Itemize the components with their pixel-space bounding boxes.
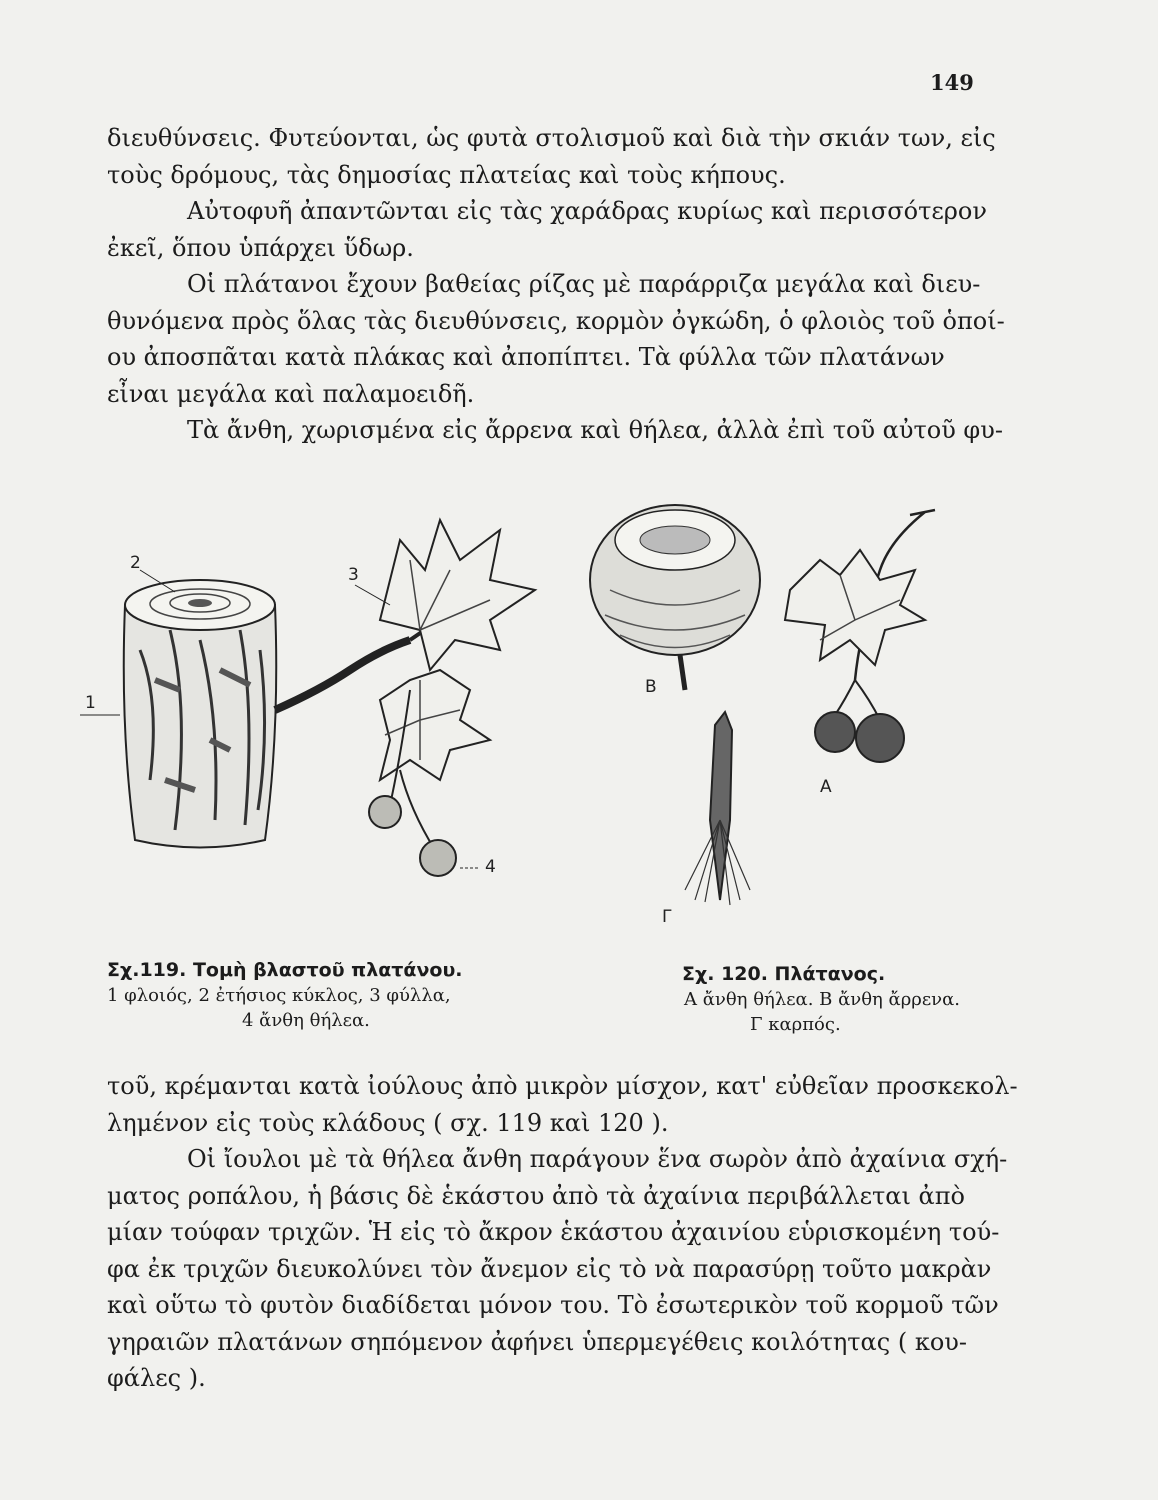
- figure-119-caption-line: 1 φλοιός, 2 ἐτήσιος κύκλος, 3 φύλλα,: [107, 985, 451, 1006]
- text-line: ου ἀποσπᾶται κατὰ πλάκας καὶ ἀποπίπτει. Τὰ φύλλα τῶν πλατάνων: [107, 343, 945, 371]
- figure-119-caption-line: 4 ἄνθη θήλεα.: [242, 1010, 370, 1031]
- text-line: γηραιῶν πλατάνων σηπόμενον ἀφήνει ὑπερμεγέθεις κοιλότητας ( κου-: [107, 1327, 967, 1356]
- bottom-paragraph-block: [107, 1068, 1018, 1397]
- figure-119-label: 4: [485, 857, 496, 877]
- text-line: τοῦ, κρέμανται κατὰ ἰούλους ἀπὸ μικρὸν μίσχον, κατ' εὐθεῖαν προσκεκολ-: [107, 1072, 1018, 1100]
- text-line: Οἱ ἴουλοι μὲ τὰ θήλεα ἄνθη παράγουν ἕνα σωρὸν ἀπὸ ἀχαίνια σχή-: [187, 1145, 1008, 1173]
- text-line: φάλες ).: [107, 1364, 206, 1392]
- text-line: εἶναι μεγάλα καὶ παλαμοειδῆ.: [107, 379, 475, 408]
- figure-119-caption: [107, 958, 463, 1033]
- figure-119-branch-section: [80, 480, 560, 900]
- figure-120-caption-line: Γ καρπός.: [750, 1014, 841, 1035]
- figure-119-label: 2: [130, 553, 141, 573]
- text-line: ματος ροπάλου, ἡ βάσις δὲ ἑκάστου ἀπὸ τὰ ἀχαίνια περιβάλλεται ἀπὸ: [107, 1181, 965, 1210]
- figure-120-caption-line: Α ἄνθη θήλεα. Β ἄνθη ἄρρενα.: [684, 989, 960, 1010]
- page-number: 149: [930, 70, 974, 95]
- figure-120-plane-tree: [580, 480, 960, 930]
- figure-120-label: Β: [645, 677, 657, 697]
- figure-120-caption: [640, 962, 960, 1037]
- figure-120-label: Γ: [662, 907, 672, 927]
- figure-120-caption-title: Σχ. 120. Πλάτανος.: [682, 963, 886, 985]
- text-line: λημένον εἰς τοὺς κλάδους ( σχ. 119 καὶ 120 ).: [107, 1108, 669, 1137]
- text-line: Οἱ πλάτανοι ἔχουν βαθείας ρίζας μὲ παράρριζα μεγάλα καὶ διευ-: [187, 270, 981, 298]
- figure-119-label: 3: [348, 565, 359, 585]
- text-line: φα ἐκ τριχῶν διευκολύνει τὸν ἄνεμον εἰς τὸ νὰ παρασύρῃ τοῦτο μακρὰν: [107, 1254, 992, 1283]
- figure-119-label: 1: [85, 693, 96, 713]
- text-line: ἐκεῖ, ὅπου ὑπάρχει ὕδωρ.: [107, 233, 414, 262]
- text-line: διευθύνσεις. Φυτεύονται, ὡς φυτὰ στολισμοῦ καὶ διὰ τὴν σκιάν των, εἰς: [107, 124, 996, 152]
- figure-119-caption-title: Σχ.119. Τομὴ βλαστοῦ πλατάνου.: [107, 959, 463, 981]
- text-line: Αὐτοφυῆ ἀπαντῶνται εἰς τὰς χαράδρας κυρίως καὶ περισσότερον: [187, 197, 987, 225]
- text-line: θυνόμενα πρὸς ὅλας τὰς διευθύνσεις, κορμὸν ὀγκώδη, ὁ φλοιὸς τοῦ ὁποί-: [107, 306, 1005, 335]
- top-paragraph-block: [107, 120, 1005, 449]
- text-line: μίαν τούφαν τριχῶν. Ἡ εἰς τὸ ἄκρον ἑκάστου ἀχαινίου εὑρισκομένη τού-: [107, 1218, 1000, 1246]
- figure-120-label: Α: [820, 777, 832, 797]
- text-line: καὶ οὕτω τὸ φυτὸν διαδίδεται μόνον του. Τὸ ἐσωτερικὸν τοῦ κορμοῦ τῶν: [107, 1291, 999, 1319]
- text-line: Τὰ ἄνθη, χωρισμένα εἰς ἄρρενα καὶ θήλεα, ἀλλὰ ἐπὶ τοῦ αὐτοῦ φυ-: [187, 416, 1003, 444]
- text-line: τοὺς δρόμους, τὰς δημοσίας πλατείας καὶ τοὺς κήπους.: [107, 160, 786, 189]
